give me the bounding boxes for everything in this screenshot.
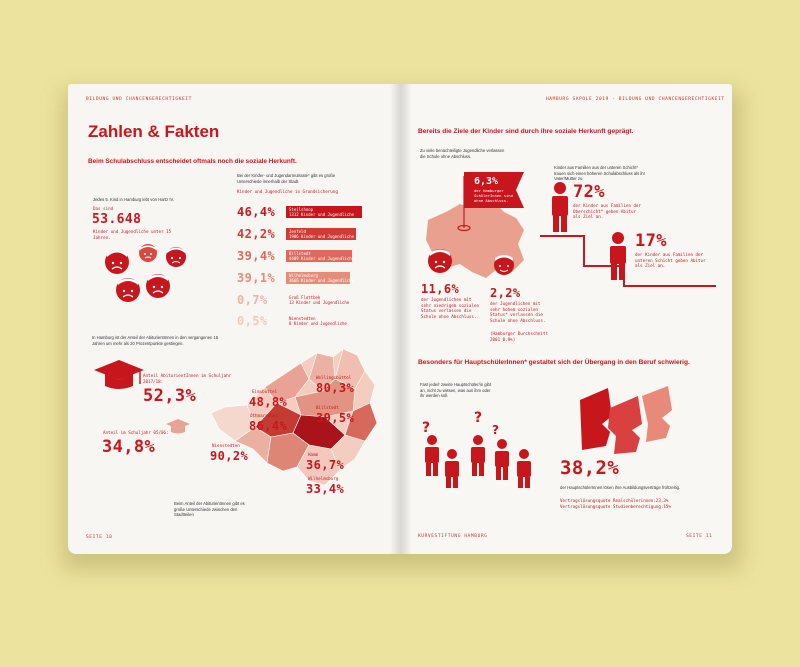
person-icon [495,439,509,480]
page-title: Zahlen & Fakten [88,122,220,141]
ausbildung-value: 38,2% [560,457,620,479]
map-label: Eimsbüttel [252,389,278,394]
face-frown-icon [166,247,186,267]
children-faces [100,244,210,306]
face-frown-icon [494,255,514,275]
lower-class-text: der Kinder aus Familien der Oberschicht* geben Abitur als Ziel an. [573,203,642,220]
harz-label-bottom: Kinder und Jugendliche unter 15 Jahren. [93,229,172,240]
graduation-cap-icon [165,418,191,435]
abitur-value: 52,3% [143,386,197,406]
person-icon [610,232,626,280]
torn-book-icon [576,380,682,455]
section2-title: Besonders für HauptschülerInnen* gestaltet sich der Übergang in den Beruf schwierig. [418,359,690,366]
harz-intro: Jedes 5. Kind in Hamburg lebt von Hartz IV. [93,197,175,202]
high-status-text: der Jugendlichen mit sehr hohem sozialen Status* verlassen die Schule ohne Abschluss. [490,301,546,323]
map-label: Othmarschen [250,413,278,418]
map-value: 39,5% [316,411,355,425]
map-value: 86,4% [249,419,288,433]
map-value: 36,7% [306,458,345,472]
stadtteil-label: Groß Flottbek 13 Kinder und Jugendliche [289,295,350,306]
map-intro: Zu viele benachteiligte Jugendliche verlassen die Schule ohne Abschluss. [420,148,505,159]
stadtteil-bar: Wilhelmsburg 3666 Kinder und Jugendliche [286,272,350,284]
map-label: Hamm [308,452,319,457]
stadtteil-value: 39,1% [237,271,276,285]
map-value: 90,2% [210,449,249,463]
hamburg-district-map [205,345,380,505]
abitur-old-label: Anteil im Schuljahr 05/06: [103,430,169,435]
map-label: Wellingsbüttel [316,375,352,380]
person-icon [445,449,459,488]
map-value: 33,4% [306,482,345,496]
stadtteil-intro: Bei der Kinder- und Jugendarmutsrate* gibt es große Unterschiede innerhalb der Stadt. [237,173,336,184]
stadtteil-value: 39,4% [237,249,276,263]
map-label: Billstedt [316,405,339,410]
face-frown-icon [146,274,170,298]
stadtteil-label: Nienstedten 8 Kinder und Jugendliche [289,316,347,327]
page-subtitle: Beim Schulabschluss entscheidet oftmals noch die soziale Herkunft. [88,158,297,165]
abitur-intro: In Hamburg ist der Anteil der AbiturientInnen in den vergangenen 15 Jahren um mehr als 20 Prozentpunkte gestiegen. [92,335,219,346]
running-head-right: HAMBURG SAPOLE 2019 · BILDUNG UND CHANCENGERECHTIGKEIT [546,97,725,102]
running-head-left: BILDUNG UND CHANCENGERECHTIGKEIT [86,97,192,102]
map-caption: Beim Anteil der AbiturientInnen gibt es große Unterschiede zwischen den Stadtteilen [174,501,245,518]
person-icon [425,435,439,476]
person-icon [552,182,568,232]
stadtteil-bar: Steilshoop 1312 Kinder und Jugendliche [286,206,362,218]
ausbildung-text: der HauptschülerInnen lösen ihre Ausbildungsverträge frühzeitig. [560,485,681,490]
footer-publisher: KURVESTIFTUNG HAMBURG [418,534,488,539]
flag-value: 6,3% [474,176,499,187]
person-icon [517,449,531,488]
lower-class-value: 72% [573,182,605,202]
person-icon [471,435,485,476]
high-status-note: (Hamburger Durchschnitt 2001 0,9%) [490,331,548,342]
question-mark-icon: ? [422,420,431,436]
stadtteil-value: 0,5% [237,314,268,328]
staircase-people [538,180,718,290]
abitur-old-value: 34,8% [102,437,156,457]
flag-text: der Hamburger SchülerInnen sind ohne Abschluss. [474,188,513,203]
stadtteil-caption: Kinder und Jugendliche in Grundsicherung [237,189,338,194]
harz-label-top: Das sind [93,206,114,211]
map-faces [424,247,534,277]
map-value: 80,3% [316,381,355,395]
map-label: Wilhelmsburg [308,476,339,481]
quote-text: Fast jede/r zweite Hauptschüler/in gibt an, nicht zu wissen, was aus ihm oder ihr werden soll. [420,382,491,399]
face-frown-icon [105,250,129,274]
page-number-left: SEITE 10 [86,535,113,540]
stadtteil-bar: Jenfeld 1906 Kinder und Jugendliche [286,228,356,240]
quote-line-2: Vertragslösungsquote Studienberechtigung:15% [560,504,671,509]
low-status-value: 11,6% [421,282,460,296]
stadtteil-value: 46,4% [237,205,276,219]
face-frown-icon [428,249,452,273]
families-intro: Kinder aus Familien aus der unteren Schicht* trauen sich einen höheren Schulabschluss als ihr Vater/Mutter zu. [554,165,646,182]
high-status-value: 2,2% [490,286,521,300]
low-status-text: der Jugendlichen mit sehr niedrigem sozialen Status verlassen die Schule ohne Abschluss. [421,297,479,319]
stadtteil-value: 42,2% [237,227,276,241]
harz-value: 53.648 [92,212,142,227]
face-frown-icon [116,278,140,302]
upper-class-text: der Kinder aus Familien der unteren Schicht geben Abitur als Ziel an. [635,252,706,269]
page-number-right: SEITE 11 [686,534,713,539]
book-spine [390,84,412,554]
question-mark-icon: ? [492,423,499,437]
question-mark-icon: ? [474,410,483,426]
upper-class-value: 17% [635,231,667,251]
students-group [418,408,538,488]
abitur-label: Anteil AbiturientInnen im Schuljahr 2017/18: [143,373,232,384]
quote-line-1: Vertragslösungsquote Realschülerinnen:23,3% [560,498,669,503]
stadtteil-bar: Billstedt 4409 Kinder und Jugendliche [286,250,352,262]
face-frown-icon [139,244,157,262]
map-value: 48,8% [249,395,288,409]
section-title: Bereits die Ziele der Kinder sind durch ihre soziale Herkunft geprägt. [418,128,634,135]
map-label: Nienstedten [212,443,240,448]
graduation-cap-icon [92,358,146,392]
stadtteil-value: 0,7% [237,293,268,307]
